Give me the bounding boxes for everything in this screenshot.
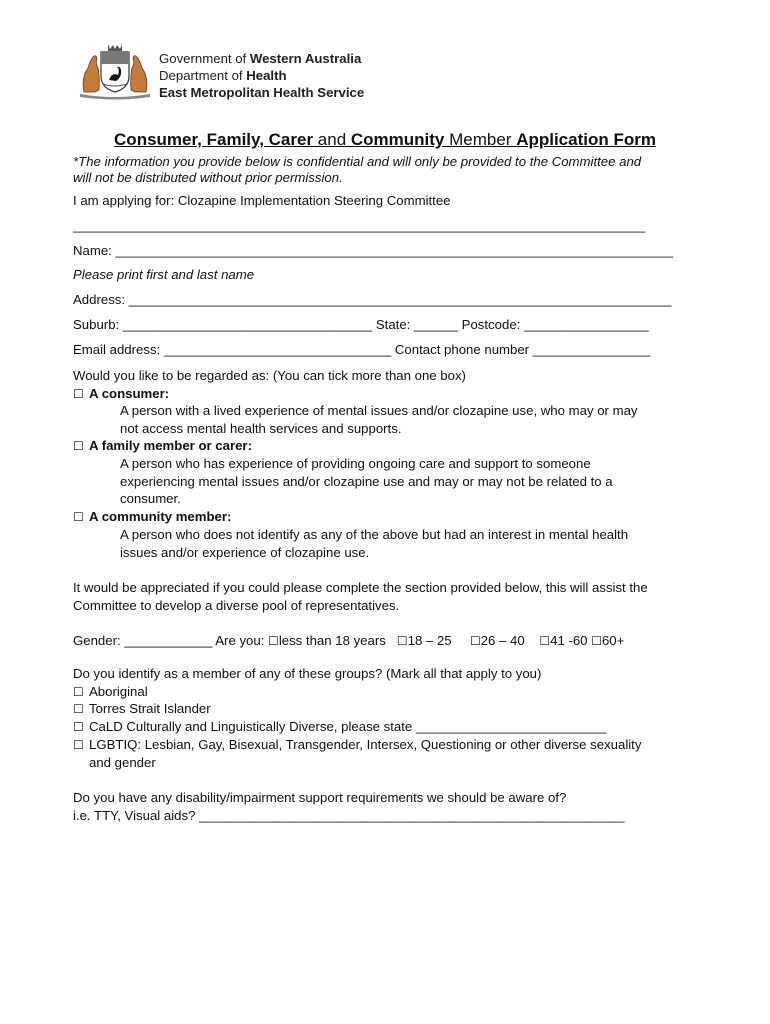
- age-question: Are you:: [212, 633, 269, 648]
- confidentiality-notice-line-1: *The information you provide below is confidential and will only be provided to the Committee and: [73, 154, 642, 169]
- option-family-carer-desc-3: consumer.: [120, 491, 181, 506]
- letterhead: [76, 42, 416, 102]
- checkbox-community-member[interactable]: ☐: [73, 510, 84, 524]
- option-community-member-desc-2: issues and/or experience of clozapine use.: [120, 545, 370, 560]
- group-lgbtiq-label: LGBTIQ: Lesbian, Gay, Bisexual, Transgender, Intersex, Questioning or other diverse sexuality: [89, 737, 642, 752]
- checkbox-cald[interactable]: ☐: [73, 720, 84, 734]
- checkbox-age-under-18[interactable]: ☐: [268, 634, 279, 648]
- title-part-consumer: Consumer, Family, Carer: [114, 130, 314, 149]
- option-community-member-label: A community member:: [89, 509, 232, 524]
- checkbox-lgbtiq[interactable]: ☐: [73, 738, 84, 752]
- regard-question: Would you like to be regarded as: (You can tick more than one box): [73, 368, 466, 383]
- appreciation-line-2: Committee to develop a diverse pool of representatives.: [73, 598, 400, 613]
- age-41-60-label: 41 -60: [550, 633, 588, 648]
- age-under-18-label: less than 18 years: [278, 633, 386, 648]
- group-torres-strait[interactable]: [73, 701, 211, 716]
- name-hint: Please print first and last name: [73, 267, 255, 282]
- health-service-name: East Metropolitan Health Service: [159, 85, 365, 100]
- group-aboriginal[interactable]: [73, 684, 148, 699]
- department-name: [159, 67, 364, 84]
- group-aboriginal-label: Aboriginal: [89, 684, 148, 699]
- option-family-carer[interactable]: [73, 438, 252, 453]
- option-community-member-desc-1: A person who does not identify as any of the above but had an interest in mental health: [120, 527, 629, 542]
- title-part-and: and: [313, 130, 351, 149]
- western-australia-crest-logo: [76, 42, 154, 100]
- checkbox-family-carer[interactable]: ☐: [73, 439, 84, 453]
- checkbox-torres-strait[interactable]: ☐: [73, 702, 84, 716]
- checkbox-consumer[interactable]: ☐: [73, 387, 84, 401]
- option-community-member[interactable]: [73, 509, 231, 524]
- title-part-member: Member: [444, 130, 517, 149]
- age-26-40-label: 26 – 40: [480, 633, 525, 648]
- name-field[interactable]: Name: ____________________________________________________________________________: [73, 243, 673, 258]
- checkbox-aboriginal[interactable]: ☐: [73, 685, 84, 699]
- group-cald[interactable]: [73, 719, 607, 734]
- confidentiality-notice-line-2: will not be distributed without prior permission.: [73, 170, 343, 185]
- suburb-state-postcode-fields[interactable]: Suburb: __________________________________ State: ______ Postcode: _________________: [73, 317, 649, 332]
- option-consumer-label: A consumer:: [89, 386, 170, 401]
- group-torres-strait-label: Torres Strait Islander: [89, 701, 211, 716]
- checkbox-age-41-60[interactable]: ☐: [539, 634, 551, 648]
- organisation-names: [159, 50, 364, 101]
- form-title: [0, 130, 770, 150]
- blank-input-line[interactable]: ______________________________________________________________________________: [73, 218, 646, 233]
- option-consumer-desc-2: not access mental health services and supports.: [120, 421, 402, 436]
- groups-question: Do you identify as a member of any of these groups? (Mark all that apply to you): [73, 666, 542, 681]
- option-family-carer-desc-2: experiencing mental issues and/or clozapine use and may or may not be related to a: [120, 474, 613, 489]
- option-family-carer-label: A family member or carer:: [89, 438, 252, 453]
- age-60-plus-label: 60+: [601, 633, 625, 648]
- gov-name: Western Australia: [249, 51, 362, 66]
- title-part-application-form: Application Form: [516, 130, 656, 149]
- group-lgbtiq-continued: and gender: [89, 755, 156, 770]
- title-part-community: Community: [350, 130, 445, 149]
- checkbox-age-60-plus[interactable]: ☐: [591, 634, 602, 648]
- age-18-25-label: 18 – 25: [407, 633, 452, 648]
- applying-for-text: I am applying for: Clozapine Implementation Steering Committee: [73, 193, 451, 208]
- group-cald-label: CaLD Culturally and Linguistically Diverse, please state __________________________: [89, 719, 607, 734]
- gender-age-row: [73, 633, 624, 648]
- address-field[interactable]: Address: __________________________________________________________________________: [73, 292, 672, 307]
- government-name: [159, 50, 364, 67]
- email-phone-fields[interactable]: Email address: _______________________________ Contact phone number ________________: [73, 342, 651, 357]
- option-consumer-desc-1: A person with a lived experience of mental issues and/or clozapine use, who may or may: [120, 403, 638, 418]
- gender-field[interactable]: Gender: ____________: [73, 633, 213, 648]
- dept-prefix: Department of: [159, 68, 247, 83]
- dept-name: Health: [246, 68, 287, 83]
- checkbox-age-26-40[interactable]: ☐: [469, 634, 481, 648]
- group-lgbtiq[interactable]: [73, 737, 641, 752]
- option-consumer[interactable]: [73, 386, 169, 401]
- checkbox-age-18-25[interactable]: ☐: [396, 634, 408, 648]
- appreciation-line-1: It would be appreciated if you could please complete the section provided below, this will assist the: [73, 580, 648, 595]
- disability-field[interactable]: i.e. TTY, Visual aids? __________________________________________________________: [73, 808, 625, 823]
- option-family-carer-desc-1: A person who has experience of providing ongoing care and support to someone: [120, 456, 591, 471]
- gov-prefix: Government of: [159, 51, 250, 66]
- disability-question: Do you have any disability/impairment support requirements we should be aware of?: [73, 790, 567, 805]
